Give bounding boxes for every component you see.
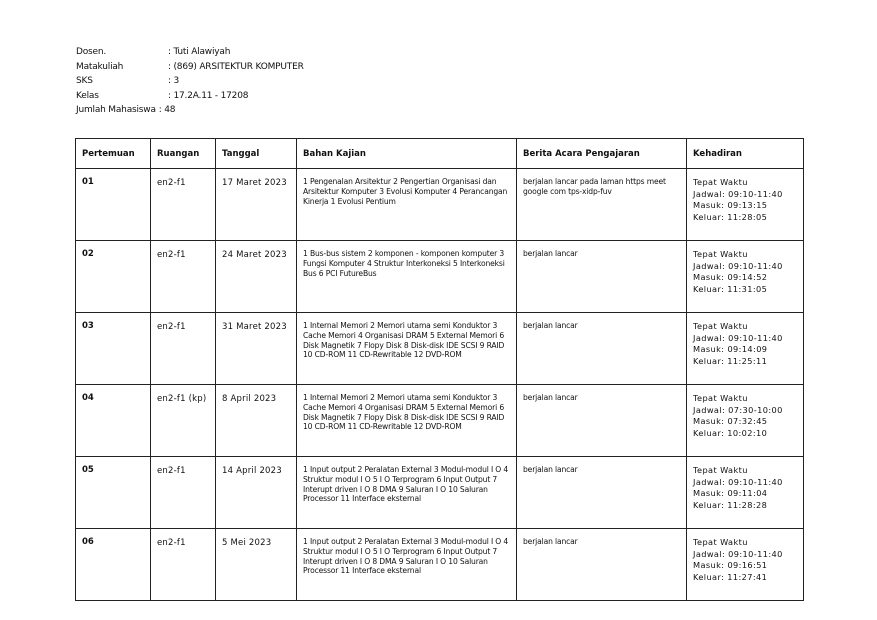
kehadiran-status: Tepat Waktu: [693, 249, 748, 259]
sks-row: [76, 74, 304, 89]
kehadiran-masuk: Masuk: 09:14:09: [693, 344, 768, 354]
ruangan-cell: en2-f1: [151, 241, 216, 313]
kehadiran-masuk: Masuk: 09:13:15: [693, 200, 768, 210]
dosen-row: [76, 45, 304, 60]
pertemuan-cell: 06: [76, 529, 151, 601]
dosen-value: : Tuti Alawiyah: [168, 47, 231, 57]
column-header-tanggal: Tanggal: [216, 139, 297, 169]
pertemuan-cell: 04: [76, 385, 151, 457]
bahan-kajian-cell: 1 Input output 2 Peralatan External 3 Modul-modul I O 4 Struktur modul I O 5 I O Terprogram 6 Input Output 7 Interupt driven I O 8 DMA 9 Saluran I O 10 Saluran Processor 11 Interface eksternal: [297, 457, 517, 529]
berita-acara-cell: berjalan lancar: [517, 313, 687, 385]
kehadiran-keluar: Keluar: 11:28:05: [693, 211, 768, 222]
kehadiran-cell: [687, 313, 804, 385]
ruangan-cell: en2-f1 (kp): [151, 385, 216, 457]
jumlah-row: [76, 103, 304, 118]
attendance-table: [75, 138, 804, 601]
table-row: [76, 313, 804, 385]
kehadiran-status: Tepat Waktu: [693, 321, 748, 331]
table-row: [76, 241, 804, 313]
tanggal-cell: 31 Maret 2023: [216, 313, 297, 385]
bahan-kajian-cell: 1 Internal Memori 2 Memori utama semi Konduktor 3 Cache Memori 4 Organisasi DRAM 5 External Memori 6 Disk Magnetik 7 Flopy Disk 8 Disk-disk IDE SCSI 9 RAID 10 CD-ROM 11 CD-Rewritable 12 DVD-ROM: [297, 385, 517, 457]
kehadiran-status: Tepat Waktu: [693, 465, 748, 475]
kelas-label: Kelas: [76, 90, 99, 101]
tanggal-cell: 5 Mei 2023: [216, 529, 297, 601]
berita-acara-cell: berjalan lancar: [517, 385, 687, 457]
kehadiran-jadwal: Jadwal: 09:10-11:40: [693, 548, 783, 559]
dosen-label: Dosen.: [76, 47, 107, 57]
kehadiran-jadwal: Jadwal: 09:10-11:40: [693, 332, 783, 343]
kehadiran-keluar: Keluar: 10:02:10: [693, 427, 768, 438]
kehadiran-cell: [687, 169, 804, 241]
pertemuan-cell: 05: [76, 457, 151, 529]
berita-acara-cell: berjalan lancar: [517, 241, 687, 313]
matakuliah-value: : (869) ARSITEKTUR KOMPUTER: [168, 61, 304, 72]
ruangan-cell: en2-f1: [151, 169, 216, 241]
kehadiran-cell: [687, 241, 804, 313]
table-header-row: [76, 139, 804, 169]
column-header-berita-acara: Berita Acara Pengajaran: [517, 139, 687, 169]
kehadiran-status: Tepat Waktu: [693, 537, 748, 547]
column-header-pertemuan: Pertemuan: [76, 139, 151, 169]
berita-acara-cell: berjalan lancar: [517, 529, 687, 601]
ruangan-cell: en2-f1: [151, 529, 216, 601]
column-header-bahan-kajian: Bahan Kajian: [297, 139, 517, 169]
kehadiran-cell: [687, 457, 804, 529]
table-row: [76, 169, 804, 241]
jumlah-label: Jumlah Mahasiswa: [76, 105, 156, 115]
kehadiran-masuk: Masuk: 09:16:51: [693, 560, 768, 570]
kehadiran-keluar: Keluar: 11:27:41: [693, 571, 768, 582]
kehadiran-masuk: Masuk: 09:14:52: [693, 272, 768, 282]
table-row: [76, 457, 804, 529]
kehadiran-keluar: Keluar: 11:31:05: [693, 283, 768, 294]
kehadiran-masuk: Masuk: 09:11:04: [693, 488, 768, 498]
ruangan-cell: en2-f1: [151, 457, 216, 529]
kelas-value: : 17.2A.11 - 17208: [168, 90, 249, 101]
kehadiran-keluar: Keluar: 11:28:28: [693, 499, 768, 510]
pertemuan-cell: 03: [76, 313, 151, 385]
jumlah-value: : 48: [158, 105, 176, 115]
kehadiran-status: Tepat Waktu: [693, 177, 748, 187]
course-info: [76, 45, 304, 118]
pertemuan-cell: 02: [76, 241, 151, 313]
bahan-kajian-cell: 1 Internal Memori 2 Memori utama semi Konduktor 3 Cache Memori 4 Organisasi DRAM 5 External Memori 6 Disk Magnetik 7 Flopy Disk 8 Disk-disk IDE SCSI 9 RAID 10 CD-ROM 11 CD-Rewritable 12 DVD-ROM: [297, 313, 517, 385]
column-header-kehadiran: Kehadiran: [687, 139, 804, 169]
tanggal-cell: 24 Maret 2023: [216, 241, 297, 313]
matakuliah-label: Matakuliah: [76, 61, 124, 72]
bahan-kajian-cell: 1 Bus-bus sistem 2 komponen - komponen komputer 3 Fungsi Komputer 4 Struktur Interkoneksi 5 Interkoneksi Bus 6 PCI FutureBus: [297, 241, 517, 313]
kehadiran-keluar: Keluar: 11:25:11: [693, 355, 768, 366]
kehadiran-cell: [687, 385, 804, 457]
kehadiran-status: Tepat Waktu: [693, 393, 748, 403]
column-header-ruangan: Ruangan: [151, 139, 216, 169]
matakuliah-row: [76, 60, 304, 75]
table-row: [76, 385, 804, 457]
kelas-row: [76, 89, 304, 104]
berita-acara-cell: berjalan lancar pada laman https meet google com tps-xidp-fuv: [517, 169, 687, 241]
kehadiran-jadwal: Jadwal: 09:10-11:40: [693, 476, 783, 487]
bahan-kajian-cell: 1 Input output 2 Peralatan External 3 Modul-modul I O 4 Struktur modul I O 5 I O Terprogram 6 Input Output 7 Interupt driven I O 8 DMA 9 Saluran I O 10 Saluran Processor 11 Interface eksternal: [297, 529, 517, 601]
berita-acara-cell: berjalan lancar: [517, 457, 687, 529]
kehadiran-jadwal: Jadwal: 09:10-11:40: [693, 260, 783, 271]
ruangan-cell: en2-f1: [151, 313, 216, 385]
table-row: [76, 529, 804, 601]
kehadiran-masuk: Masuk: 07:32:45: [693, 416, 768, 426]
kehadiran-jadwal: Jadwal: 07:30-10:00: [693, 404, 783, 415]
bahan-kajian-cell: 1 Pengenalan Arsitektur 2 Pengertian Organisasi dan Arsitektur Komputer 3 Evolusi Komputer 4 Perancangan Kinerja 1 Evolusi Pentium: [297, 169, 517, 241]
tanggal-cell: 8 April 2023: [216, 385, 297, 457]
kehadiran-jadwal: Jadwal: 09:10-11:40: [693, 188, 783, 199]
tanggal-cell: 14 April 2023: [216, 457, 297, 529]
sks-label: SKS: [76, 76, 93, 86]
kehadiran-cell: [687, 529, 804, 601]
sks-value: : 3: [168, 76, 180, 86]
tanggal-cell: 17 Maret 2023: [216, 169, 297, 241]
pertemuan-cell: 01: [76, 169, 151, 241]
